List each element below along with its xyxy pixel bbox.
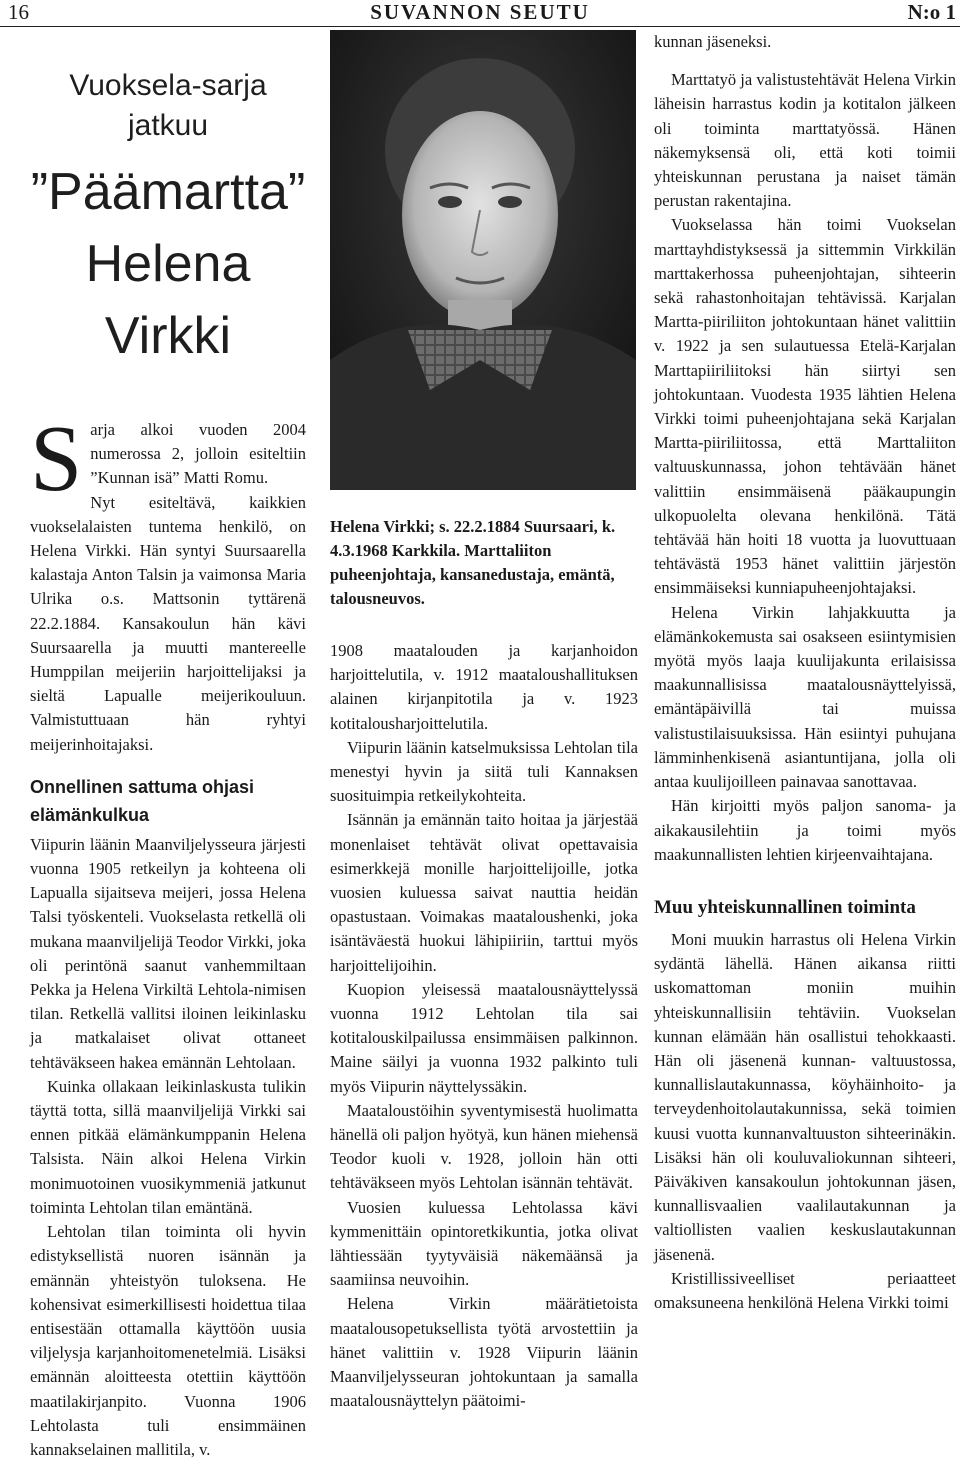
series-kicker <box>30 66 306 146</box>
body-paragraph: Helena Virkin lahjakkuutta ja elämänkokemusta sai osakseen esiintymisien myötä myös laaja kuulijakunta erilaisissa maakunnallisissa maatalousnäyttelyissä, emäntäpäivillä tai muissa valistustilaisuuksissa. Hän esiintyi puhujana lämminhenkisenä asiantuntijana, jolla oli antaa kuulijoilleen painavaa sanottavaa. <box>654 602 956 792</box>
body-paragraph: Vuosien kuluessa Lehtolassa kävi kymmenittäin opintoretkikuntia, jotka olivat lähtiessään tyytyväisiä näkemäänsä ja saamiinsa neuvoihin. <box>330 1197 638 1290</box>
page-number: 16 <box>8 0 29 24</box>
title-line-2: Helena <box>85 235 251 293</box>
body-paragraph: Marttatyö ja valistustehtävät Helena Virkin läheisin harrastus kodin ja kotitalon jälkeen oli toiminta marttatyössä. Hänen näkemyksensä oli, että koti toimii yhteiskunnan perustana ja naiset tämän perustan rakentajina. <box>654 70 956 211</box>
column-1 <box>30 30 306 1462</box>
page-header <box>0 0 960 26</box>
body-paragraph: Nyt esiteltävä, kaikkien vuokselalaisten tuntema henkilö, on Helena Virkki. Hän syntyi Suursaarella kalastaja Anton Talsin ja vaimonsa Maria Ulrika o.s. Mattsonin tyttärenä 22.2.1884. Kansakoulun hän kävi Suursaarella ja muutti mantereelle Humppilan meijeriin harjoittelijaksi ja sieltä Lapualle meijerikouluun. Valmistuttuaan hän ryhtyi meijerinhoitajaksi. <box>30 492 306 754</box>
column-2-body <box>330 639 638 1414</box>
body-paragraph: 1908 maatalouden ja karjanhoidon harjoittelutila, v. 1912 maataloushallituksen alainen kirjanpitotila ja v. 1923 kotitalousharjoittelutila. <box>330 641 638 733</box>
article-title <box>30 160 306 368</box>
body-paragraph: Viipurin läänin katselmuksissa Lehtolan tila menestyi hyvin ja siitä tuli Kannaksen suosituimpia retkeilykohteita. <box>330 737 638 806</box>
header-rule <box>0 26 960 27</box>
body-paragraph: Moni muukin harrastus oli Helena Virkin sydäntä lähellä. Hänen aikansa riitti uskomattoman moniin muihin yhteiskunnallisiin tehtäviin. Vuokselan kunnan elämään hän osallistui tehokkaasti. Hän oli jäsenenä kunnan- valtuustossa, kunnallislautakunnassa, köyhäinhoito- ja terveydenhoitolautakunnissa, sekä toimien kuusi vuotta kunnanvaltuuston sihteerinäkin. Lisäksi hän oli kouluvaliokunnan sihteeri, Päiväkiven kansakoulun johtokunnan jäsen, kunnallisvaalien vaalilautakunnan ja valtiollisten vaalien keskuslautakunnan jäsenenä. <box>654 929 956 1264</box>
body-paragraph: Kuinka ollakaan leikinlaskusta tulikin täyttä totta, sillä maanviljelijä Virkki sai ennen pitkää elämänkumppanin Helena Talsista. Näin alkoi Helena Virkin monimuotoinen vuosikymmeniä jatkunut toiminta Lehtolan tilan emäntänä. <box>30 1076 306 1217</box>
column-3 <box>654 30 956 1315</box>
lead-paragraph <box>30 407 306 511</box>
portrait-illustration <box>330 30 636 490</box>
drop-cap: S <box>30 407 83 511</box>
issue-number: N:o 1 <box>907 0 956 24</box>
body-paragraph: Hän kirjoitti myös paljon sanoma- ja aikakausilehtiin ja toimi myös maakunnallisten lehtien kirjeenvaihtajana. <box>654 796 956 864</box>
body-paragraph: Helena Virkin määrätietoista maatalousopetuksellista työtä arvostettiin ja hänet valittiin v. 1928 Viipurin läänin Maanviljelysseuran johtokuntaan ja samalla maatalousnäyttelyn päätoimi- <box>330 1294 638 1411</box>
kicker-line-1: Vuoksela-sarja <box>69 69 267 102</box>
body-paragraph: Isännän ja emännän taito hoitaa ja järjestää monenlaiset tehtävät olivat opettavaisia esimerkkejä monille harjoittelijoille, jotka vuosien kuluessa saivat nauttia heidän opastustaan. Voimakas maataloushenki, joka isäntäväestä huokui lähipiiriin, tarttui myös harjoittelijoihin. <box>330 810 638 975</box>
subheading-muu-yhteiskunnallinen: Muu yhteiskunnallinen toiminta <box>654 896 916 918</box>
portrait-photo <box>330 30 636 490</box>
body-paragraph: Vuokselassa hän toimi Vuokselan marttayhdistyksessä ja sittemmin Virkkilän marttakerhossa puheenjohtajan, sihteerin sekä rahastonhoitajan tehtävissä. Karjalan Martta-piiriliiton johtokuntaan hänet valittiin v. 1922 ja sen sulautuessa Etelä-Karjalan Marttapiiriliitoksi hän siirtyi sen johtokuntaan. Vuodesta 1935 lähtien Helena Virkki toimi puheenjohtajana sekä Karjalan Martta-piiriliitossa, että Marttaliiton valtuuskunnassa, johon tehtävään hänet valittiin ensimmäisenä pääkaupungin ulkopuolelta olevana henkilönä. Tätä tehtävää hän hoiti 18 vuotta ja luovuttuaan tehtävästä 1953 hänet valittiin järjestön ensimmäiseksi kunniapuheenjohtajaksi. <box>654 215 956 598</box>
photo-caption: Helena Virkki; s. 22.2.1884 Suursaari, k. 4.3.1968 Karkkila. Marttaliiton puheenjohtaja, kansanedustaja, emäntä, talousneuvos. <box>330 517 616 608</box>
subheading-onnellinen-sattuma: Onnellinen sattuma ohjasi elämänkulkua <box>30 776 255 825</box>
newspaper-name: SUVANNON SEUTU <box>370 0 590 24</box>
continued-text: kunnan jäseneksi. <box>654 32 772 51</box>
body-paragraph: Maataloustöihin syventymisestä huolimatta hänellä oli paljon hyötyä, kun hänen miehensä Teodor kuoli v. 1928, jolloin hän otti tehtäväkseen myös Lehtolan isännän tehtävät. <box>330 1100 638 1193</box>
paragraph-gap <box>654 54 956 68</box>
column-2 <box>330 30 638 1414</box>
title-line-3: Virkki <box>104 307 232 365</box>
body-paragraph: Lehtolan tilan toiminta oli hyvin edistyksellistä nuoren isännän ja emännän yhteistyön tuloksena. He kohensivat esimerkillisesti hoidettua tilaa entisestään ottamalla käyttöön uusia viljelysja karjanhoitomenetelmiä. Lisäksi emännän aloitteesta otettiin käyttöön maatilakirjanpito. Vuonna 1906 Lehtolasta tuli ensimmäinen kannakselainen mallitila, v. <box>30 1222 306 1459</box>
kicker-line-2: jatkuu <box>127 109 209 142</box>
title-line-1: ”Päämartta” <box>30 163 306 221</box>
body-paragraph: Kristillissiveelliset periaatteet omaksuneena henkilönä Helena Virkki toimi <box>654 1268 956 1312</box>
body-paragraph: Kuopion yleisessä maatalousnäyttelyssä vuonna 1912 Lehtolan tila sai kotitalouskilpailussa ensimmäisen palkinnon. Maine säilyi ja vuonna 1932 palkinto tuli myös Viipurin näyttelyssäkin. <box>330 979 638 1096</box>
lead-text: arja alkoi vuoden 2004 numerossa 2, jolloin esiteltiin ”Kunnan isä” Matti Romu. <box>90 420 306 488</box>
body-paragraph: Viipurin läänin Maanviljelysseura järjesti vuonna 1905 retkeilyn ja kohteena oli Lapualla sijaitseva meijeri, jossa Helena Talsi työskenteli. Vuokselasta retkellä oli mukana maanviljelijä Teodor Virkki, joka oli perintönä saanut vanhemmiltaan Pekka ja Helena Virkiltä Lehtola-nimisen tilan. Retkellä vallitsi iloinen leikinlasku ja matkalaiset olivat ottaneet tehtäväkseen hakea emännän Lehtolaan. <box>30 834 306 1072</box>
